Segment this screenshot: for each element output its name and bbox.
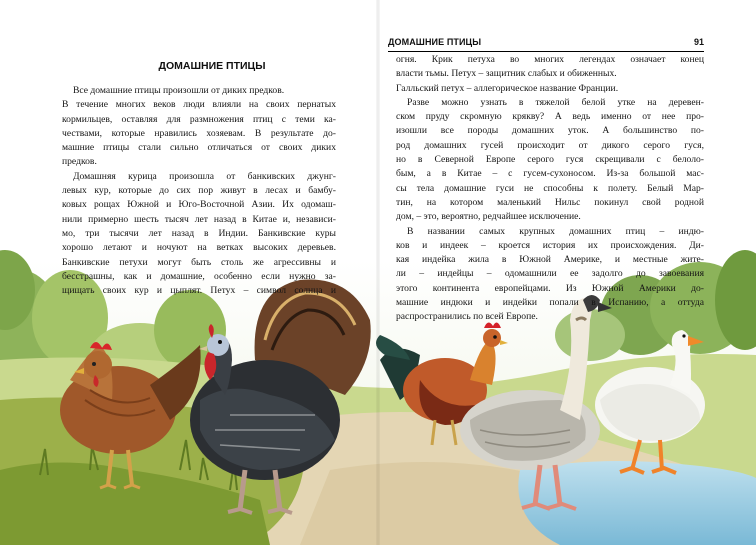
text-line: В течение многих веков люди влияли на своих пернатых: [62, 99, 336, 111]
page-number: 91: [693, 37, 704, 47]
running-head-title: ДОМАШНИЕ ПТИЦЫ: [388, 37, 482, 47]
text-line: кая индейка жила в Южной Америке, и местные жите-: [396, 254, 704, 266]
text-line: ли – индейцы – одомашнили ее задолго до завоевания: [396, 268, 704, 280]
text-line: бым, а в Китае – с гусем-сухоносом. Из-за большой мас-: [396, 168, 704, 180]
text-line: машние индюки и индейки попали в Испанию, а оттуда: [396, 297, 704, 309]
text-line: чествами, которые нравились хозяевам. В результате до-: [62, 127, 336, 139]
text-line: Все домашние птицы произошли от диких предков.: [73, 85, 285, 96]
left-text-column: [62, 84, 336, 298]
text-line: В названии самых крупных домашних птиц – индю-: [407, 225, 704, 237]
text-line: бесстрашны, как и домашние, особенно если нужно за-: [62, 270, 336, 282]
text-line: хорошо летают и ночуют на ветках высоких деревьев.: [62, 242, 336, 254]
text-line: ском пруду скромную крякву? А ведь именно от нее про-: [396, 111, 704, 123]
text-line: сы тела домашние гуси не способны к полету. Белый Мар-: [396, 182, 704, 194]
right-text-column: [396, 53, 704, 325]
text-line: Банкивские петухи могут быть столь же агрессивны и: [62, 256, 336, 268]
text-line: кормильцев, оставляя для размножения птиц с теми ка-: [62, 113, 336, 125]
text-line: дом, – это, вероятно, редчайшее исключение.: [396, 211, 581, 223]
text-line: распространились по всей Европе.: [396, 311, 538, 323]
text-line: ковых рощах Южной и Юго-Восточной Азии. Их одомаш-: [62, 199, 336, 211]
text-line: но в Северной Европе серого гуся скрещивали с белоло-: [396, 154, 704, 166]
text-line: нили примерно шесть тысяч лет назад в Китае и, независи-: [62, 213, 336, 225]
text-line: огня. Крик петуха во многих легендах означает конец: [396, 54, 704, 65]
section-title: ДОМАШНИЕ ПТИЦЫ: [158, 60, 266, 72]
running-header: [388, 37, 704, 52]
text-line: этого континента европейцами. Из Южной Америки до-: [396, 282, 704, 294]
text-line: Разве можно узнать в тяжелой белой утке на деревен-: [407, 96, 704, 108]
text-line: ков и индеек – кроется история их происхождения. Ди-: [396, 239, 704, 251]
text-line: машние птицы стали сильно отличаться от своих диких: [62, 142, 336, 154]
page-gutter: [376, 0, 380, 545]
text-line: изошли все породы домашних уток. А большинство по-: [396, 125, 704, 137]
text-line: род домашних гусей происходит от дикого серого гуся,: [396, 139, 704, 151]
text-line: мо, три тысячи лет назад в Индии. Банкивские куры: [62, 227, 336, 239]
text-line: предков.: [62, 156, 97, 168]
text-line: Галльский петух – аллегорическое название Франции.: [396, 82, 619, 94]
text-line: Домашняя курица произошла от банкивских джунг-: [73, 170, 336, 182]
text-line: левых кур, которые до сих пор живут в лесах и бамбу-: [62, 185, 336, 197]
text-line: тин, на котором маленький Нильс покинул свой родной: [396, 196, 704, 208]
text-line: власти тьмы. Петух – защитник слабых и обиженных.: [396, 68, 617, 80]
text-line: щищать своих кур и цыплят. Петух – символ солнца и: [62, 285, 336, 297]
